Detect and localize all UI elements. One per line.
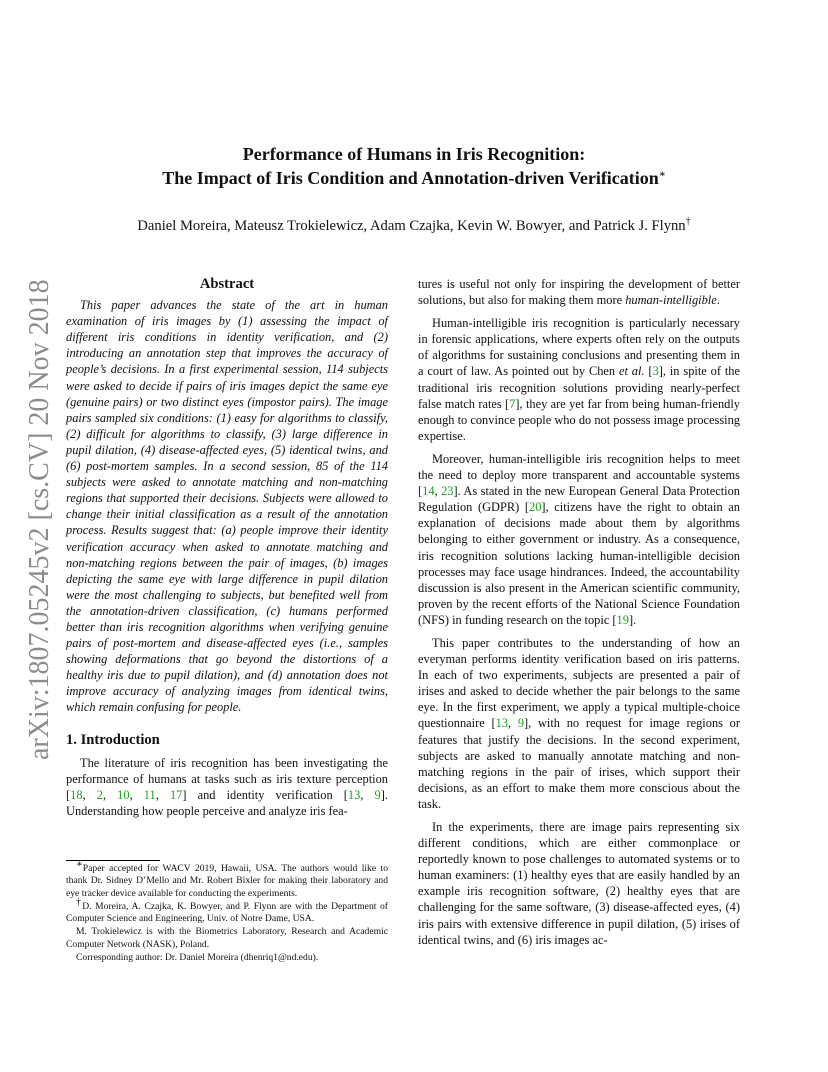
text-run: Human-intelligible iris recognition is particularly necessary in forensic applications, where experts often rely on the outputs of algorithms for sustaining conclusions and presenting them in a court of law. As pointed out by Chen xyxy=(418,316,740,379)
text-run: The literature of iris recognition has been investigating the performance of humans at tasks such as iris texture perception [ xyxy=(66,755,388,802)
text-run: , xyxy=(508,716,518,731)
footnote-1 xyxy=(66,858,388,900)
citation-link[interactable]: 19 xyxy=(616,612,629,627)
text-run: , xyxy=(434,484,442,499)
introduction-heading: 1. Introduction xyxy=(66,731,160,748)
text-run: . xyxy=(716,293,720,308)
footnote-3: M. Trokielewicz is with the Biometrics Laboratory, Research and Academic Computer Network (NASK), Poland. xyxy=(66,926,388,950)
right-paragraph-2 xyxy=(418,451,740,628)
arxiv-identifier: arXiv:1807.05245v2 [cs.CV] 20 Nov 2018 xyxy=(24,279,55,760)
abstract-heading: Abstract xyxy=(199,276,255,292)
text-run: tures is useful not only for inspiring the development of better solutions, but also for making them more xyxy=(418,277,740,308)
author-list xyxy=(0,218,828,235)
footnotes xyxy=(66,858,389,965)
right-column xyxy=(418,276,740,955)
text-run: This paper contributes to the understanding of how an everyman performs identity verification based on iris patterns. In each of two experiments, subjects are presented a pair of irises and asked to decide whether the pair belongs to the same eye. In the first experiment, we apply a typical multiple-choice questionnaire [ xyxy=(418,635,740,731)
citation-link[interactable]: 23 xyxy=(441,484,454,499)
citation-link[interactable]: 9 xyxy=(517,716,525,731)
text-run: , xyxy=(155,787,170,802)
arxiv-stamp xyxy=(18,279,62,760)
text-run: ]. xyxy=(628,612,637,627)
footnote-marker: ∗ xyxy=(76,858,83,870)
text-run: ]. Understanding how people perceive and analyze iris fea- xyxy=(66,787,388,818)
citation-link[interactable]: 14 xyxy=(422,484,435,499)
citation-link[interactable]: 13 xyxy=(347,787,361,802)
citation-link[interactable]: 13 xyxy=(495,716,508,731)
text-run: , xyxy=(82,787,97,802)
footnote-text: Paper accepted for WACV 2019, Hawaii, USA. The authors would like to thank Dr. Sidney D’Mello and Mr. Robert Bixler for making their laboratory and eye tracker device available for conducting the experiments. xyxy=(66,863,388,899)
emphasis-text: human-intelligible xyxy=(625,293,717,308)
text-run: , xyxy=(102,787,118,802)
text-run: ]. As stated in the new European General Data Protection Regulation (GDPR) [ xyxy=(418,484,740,515)
citation-link[interactable]: 10 xyxy=(117,787,130,802)
emphasis-text: et al. xyxy=(618,364,645,379)
citation-link[interactable]: 11 xyxy=(143,787,156,802)
intro-paragraph-1 xyxy=(66,755,388,819)
abstract-text: This paper advances the state of the art in human examination of iris images by (1) assessing the impact of different iris conditions in identity verification, and (2) introducing an annotation step that improves the accuracy of people’s decisions. In a first experimental session, 114 subjects were asked to decide if pairs of iris images depict the same eye (genuine pairs) or two distinct eyes (impostor pairs). The image pairs sampled six conditions: (1) easy for algorithms to classify, (2) difficult for algorithms to classify, (3) large difference in pupil dilation, (4) disease-affected eyes, (5) identical twins, and (6) post-mortem samples. In a second session, 85 of the 114 subjects were asked to annotate matching and non-matching regions that supported their decisions. Subjects were allowed to change their initial classification as a result of the annotation process. Results suggest that: (a) people improve their identity verification accuracy when asked to annotate matching and non-matching regions between the pair of images, (b) images depicting the same eye with large difference in pupil dilation were the most challenging to subjects, but benefited well from the annotation-driven classification, (c) humans performed better than iris recognition algorithms when verifying genuine pairs of post-mortem and disease-affected eyes (i.e., samples showing deformations that go beyond the distortions of a healthy iris due to pupil dilation), and (d) annotation does not improve accuracy of analyzing images from identical twins, which remain confusing for people. xyxy=(66,298,388,715)
text-run: [ xyxy=(644,364,653,379)
citation-link[interactable]: 17 xyxy=(169,787,183,802)
citation-link[interactable]: 18 xyxy=(70,787,83,802)
right-paragraph-3 xyxy=(418,635,740,812)
footnote-marker: † xyxy=(76,896,83,908)
citation-link[interactable]: 20 xyxy=(529,500,542,515)
footnote-2 xyxy=(66,896,389,926)
text-run: ], with no request for image regions or features that justify the decisions. In the second experiment, subjects are asked to manually annotate matching and non-matching regions in the pair of irises, which support their decisions, as an effort to make them more conscious about the task. xyxy=(418,716,740,811)
text-run: ] and identity verification [ xyxy=(182,787,348,802)
right-paragraph-1 xyxy=(418,315,740,444)
text-run: ], in spite of the traditional iris recognition solutions providing nearly-perfect false match rates [ xyxy=(418,364,740,411)
title-line-1: Performance of Humans in Iris Recognition: xyxy=(242,144,586,164)
title-line-2-text: The Impact of Iris Condition and Annotation-driven Verification xyxy=(162,168,659,188)
text-run: ], citizens have the right to obtain an explanation of decisions made about them by algorithms belonging to either government or industry. As a consequence, iris recognition solutions lacking human-intelligible decision processes may face usage hindrances. Indeed, the accountability discussion is also present in the American scientific community, proven by the recent efforts of the National Science Foundation (NFS) in funding research on the topic [ xyxy=(418,500,741,627)
right-paragraph-4: In the experiments, there are image pairs representing six different conditions, which are either commonplace or reportedly known to pose challenges to automated systems or to human examiners: (1) healthy eyes that are easily handled by an example iris recognition software, (2) healthy eyes that are challenging for the same software, (3) disease-affected eyes, (4) iris pairs with extensive difference in pupil dilation, (5) irises of identical twins, and (6) iris images ac- xyxy=(418,820,740,947)
footnote-text: D. Moreira, A. Czajka, K. Bowyer, and P. Flynn are with the Department of Computer Science and Engineering, Univ. of Notre Dame, USA. xyxy=(66,900,389,925)
text-run: , xyxy=(360,787,375,802)
author-footnote-marker: † xyxy=(685,216,691,228)
text-run: ], they are yet far from being human-friendly enough to convince people who do not possess image processing expertise. xyxy=(418,396,740,443)
citation-link[interactable]: 2 xyxy=(96,787,103,802)
paper-title xyxy=(0,142,828,190)
right-paragraph-continuation xyxy=(418,276,740,308)
citation-link[interactable]: 9 xyxy=(374,787,381,802)
text-run: , xyxy=(129,787,144,802)
citation-link[interactable]: 3 xyxy=(652,364,659,379)
title-footnote-marker: ∗ xyxy=(658,169,666,180)
author-names: Daniel Moreira, Mateusz Trokielewicz, Adam Czajka, Kevin W. Bowyer, and Patrick J. Flynn xyxy=(137,218,686,234)
left-column xyxy=(66,276,388,826)
title-line-2 xyxy=(0,166,828,190)
citation-link[interactable]: 7 xyxy=(509,396,516,411)
footnote-4: Corresponding author: Dr. Daniel Moreira (dhenriq1@nd.edu). xyxy=(76,952,319,964)
text-run: Moreover, human-intelligible iris recognition helps to meet the need to deploy more transparent and accountable systems [ xyxy=(418,451,740,499)
